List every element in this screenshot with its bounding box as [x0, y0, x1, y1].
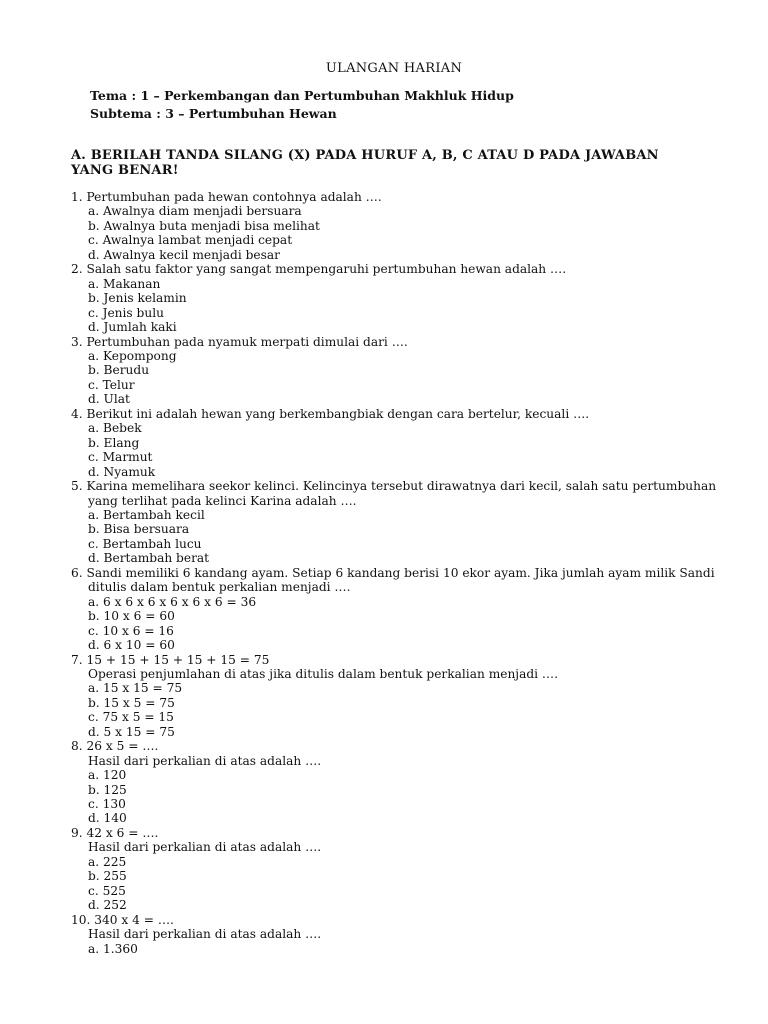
answer-option: b. 15 x 5 = 75 [88, 695, 175, 710]
page-title: ULANGAN HARIAN [325, 61, 463, 76]
subtema-line: Subtema : 3 – Pertumbuhan Hewan [90, 106, 337, 121]
question-text: 9. 42 x 6 = …. [71, 825, 159, 840]
question-text-continued: yang terlihat pada kelinci Karina adalah …. [88, 493, 357, 508]
tema-line: Tema : 1 – Perkembangan dan Pertumbuhan Makhluk Hidup [90, 88, 514, 103]
answer-option: d. Ulat [88, 392, 130, 407]
answer-option: c. Jenis bulu [88, 305, 164, 320]
answer-option: b. 10 x 6 = 60 [88, 609, 175, 624]
answer-option: d. Bertambah berat [88, 551, 210, 566]
answer-option: a. Makanan [88, 276, 161, 291]
question-7 [71, 653, 711, 740]
question-list [71, 190, 717, 956]
question-1 [71, 190, 711, 262]
question-9 [71, 826, 711, 913]
answer-option: a. Bebek [88, 421, 142, 436]
question-text: 10. 340 x 4 = …. [71, 912, 174, 927]
answer-option: c. Awalnya lambat menjadi cepat [88, 233, 293, 248]
question-text: 5. Karina memelihara seekor kelinci. Kelincinya tersebut dirawatnya dari kecil, salah satu pertumbuhan [71, 479, 717, 494]
question-8 [71, 739, 711, 826]
answer-option: c. 525 [88, 883, 126, 898]
answer-option: a. 15 x 15 = 75 [88, 681, 183, 696]
answer-option: c. Bertambah lucu [88, 536, 202, 551]
answer-option: a. 120 [88, 768, 127, 783]
question-2 [71, 262, 711, 334]
answer-option: b. 255 [88, 869, 127, 884]
answer-option: a. Awalnya diam menjadi bersuara [88, 204, 302, 219]
answer-option: d. Nyamuk [88, 464, 156, 479]
answer-option: c. 75 x 5 = 15 [88, 710, 174, 725]
question-text-continued: Hasil dari perkalian di atas adalah …. [88, 927, 322, 942]
question-10 [71, 913, 711, 956]
question-text-continued: Hasil dari perkalian di atas adalah …. [88, 840, 322, 855]
answer-option: b. 125 [88, 782, 127, 797]
question-text: 7. 15 + 15 + 15 + 15 + 15 = 75 [71, 652, 270, 667]
answer-option: d. 6 x 10 = 60 [88, 638, 175, 653]
answer-option: b. Bisa bersuara [88, 522, 190, 537]
question-text-continued: Hasil dari perkalian di atas adalah …. [88, 753, 322, 768]
question-text: 6. Sandi memiliki 6 kandang ayam. Setiap 6 kandang berisi 10 ekor ayam. Jika jumlah ayam milik Sandi [71, 565, 715, 580]
question-text: 1. Pertumbuhan pada hewan contohnya adalah …. [71, 190, 382, 204]
question-6 [71, 565, 715, 653]
answer-option: a. 1.360 [88, 941, 138, 956]
answer-option: a. Bertambah kecil [88, 507, 205, 522]
section-a-heading: A. BERILAH TANDA SILANG (X) PADA HURUF A, B, C ATAU D PADA JAWABAN YANG BENAR! [71, 148, 659, 178]
question-text-continued: ditulis dalam bentuk perkalian menjadi …. [88, 580, 351, 595]
question-text: 2. Salah satu faktor yang sangat mempengaruhi pertumbuhan hewan adalah …. [71, 262, 567, 277]
answer-option: d. Jumlah kaki [88, 320, 177, 335]
answer-option: d. 140 [88, 811, 127, 826]
answer-option: c. 130 [88, 797, 126, 812]
question-text-continued: Operasi penjumlahan di atas jika ditulis dalam bentuk perkalian menjadi …. [88, 666, 558, 681]
answer-option: d. Awalnya kecil menjadi besar [88, 247, 280, 262]
answer-option: b. Awalnya buta menjadi bisa melihat [88, 218, 320, 233]
answer-option: a. 225 [88, 854, 127, 869]
answer-option: c. Telur [88, 377, 135, 392]
answer-option: b. Berudu [88, 363, 150, 378]
answer-option: a. Kepompong [88, 348, 177, 363]
answer-option: b. Elang [88, 435, 140, 450]
answer-option: c. Marmut [88, 450, 153, 465]
answer-option: d. 252 [88, 898, 127, 913]
answer-option: c. 10 x 6 = 16 [88, 623, 174, 638]
question-text: 8. 26 x 5 = …. [71, 739, 159, 754]
question-5 [71, 479, 717, 566]
answer-option: d. 5 x 15 = 75 [88, 724, 175, 739]
question-text: 4. Berikut ini adalah hewan yang berkembangbiak dengan cara bertelur, kecuali …. [71, 406, 590, 421]
question-3 [71, 335, 711, 407]
question-4 [71, 407, 711, 479]
answer-option: b. Jenis kelamin [88, 291, 187, 306]
answer-option: a. 6 x 6 x 6 x 6 x 6 x 6 = 36 [88, 594, 257, 609]
question-text: 3. Pertumbuhan pada nyamuk merpati dimulai dari …. [71, 334, 408, 349]
